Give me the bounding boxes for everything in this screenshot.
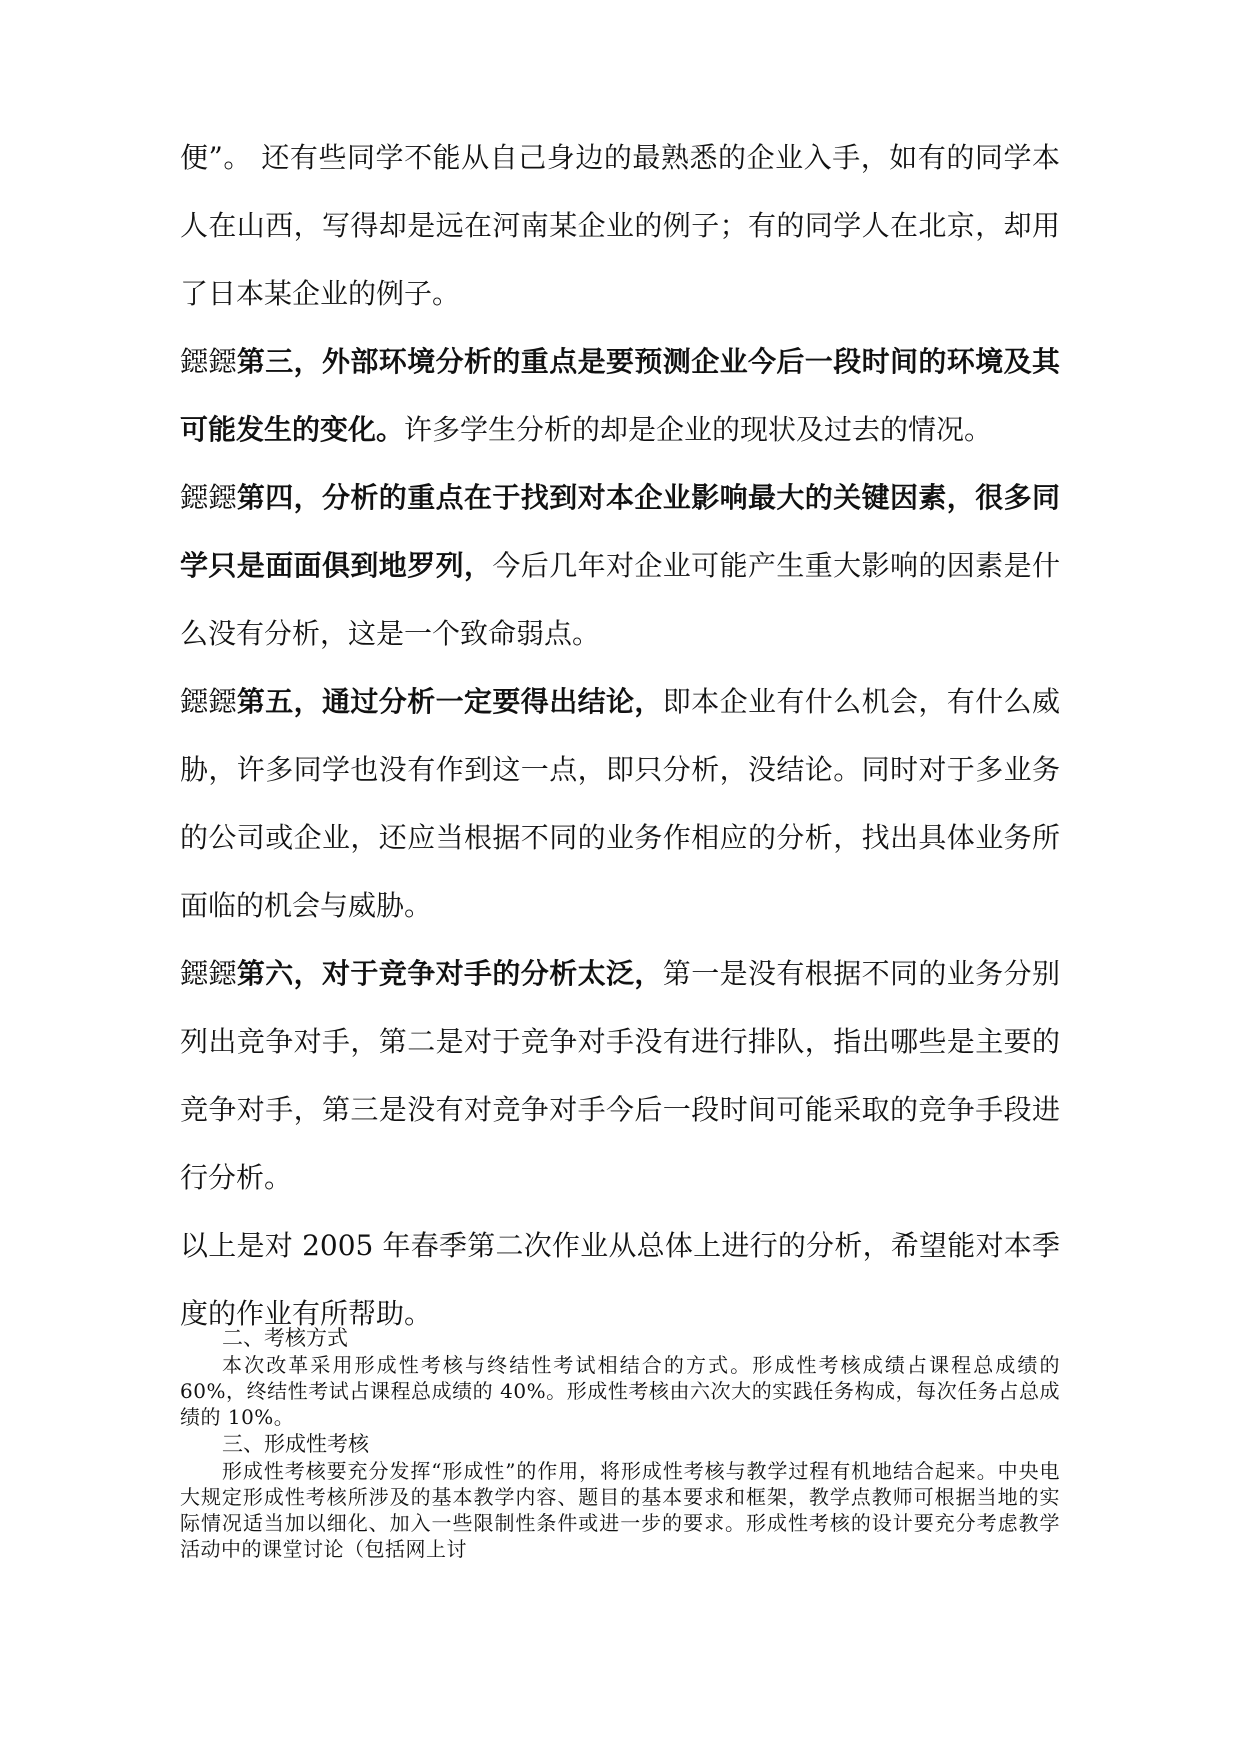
paragraph-text: 许多学生分析的却是企业的现状及过去的情况。: [404, 413, 993, 446]
section-heading-formative-assessment: 三、形成性考核: [222, 1432, 369, 1456]
paragraph-text: 便”。 还有些同学不能从自己身边的最熟悉的企业入手，如有的同学本人在山西，写得却是远在河南某企业的例子；有的同学人在北京，却用了日本某企业的例子。: [180, 141, 1060, 310]
paragraph-lead: 鐚鐚: [180, 345, 237, 378]
paragraph-point-six: [180, 940, 1060, 1212]
paragraph-bold-text: 第三，外部环境分析的重点是要预测企业今后一段时间的环境及其可能发生的变化。: [180, 345, 1060, 446]
paragraph-bold-text: 第六，对于竞争对手的分析太泛，: [236, 957, 663, 990]
paragraph-text: 以上是对 2005 年春季第二次作业从总体上进行的分析，希望能对本季度的作业有所帮助。: [180, 1229, 1060, 1330]
paragraph-lead: 鐚鐚: [180, 685, 237, 718]
assessment-section: [180, 1324, 1060, 1562]
paragraph-bold-text: 第五，通过分析一定要得出结论，: [236, 685, 663, 718]
section-paragraph-assessment-method: 本次改革采用形成性考核与终结性考试相结合的方式。形成性考核成绩占课程总成绩的 60%，终结性考试占课程总成绩的 40%。形成性考核由六次大的实践任务构成，每次任务占总成绩的 10%。: [180, 1353, 1060, 1429]
paragraph-text: 即本企业有什么机会，有什么威胁，许多同学也没有作到这一点，即只分析，没结论。同时对于多业务的公司或企业，还应当根据不同的业务作相应的分析，找出具体业务所面临的机会与威胁。: [180, 685, 1060, 922]
paragraph-text: 第一是没有根据不同的业务分别列出竞争对手，第二是对于竞争对手没有进行排队，指出哪些是主要的竞争对手，第三是没有对竞争对手今后一段时间可能采取的竞争手段进行分析。: [180, 957, 1060, 1194]
main-body: [180, 124, 1060, 1348]
paragraph-bold-text: 第四，分析的重点在于找到对本企业影响最大的关键因素，很多同学只是面面俱到地罗列，: [180, 481, 1060, 582]
paragraph-point-four: [180, 464, 1060, 668]
paragraph-point-three: [180, 328, 1060, 464]
paragraph-text: 今后几年对企业可能产生重大影响的因素是什么没有分析，这是一个致命弱点。: [180, 549, 1060, 650]
paragraph-lead: 鐚鐚: [180, 481, 237, 514]
section-heading-assessment-method: 二、考核方式: [222, 1326, 348, 1350]
section-paragraph-formative-assessment: 形成性考核要充分发挥“形成性”的作用，将形成性考核与教学过程有机地结合起来。中央电大规定形成性考核所涉及的基本教学内容、题目的基本要求和框架，教学点教师可根据当地的实际情况适当加以细化、加入一些限制性条件或进一步的要求。形成性考核的设计要充分考虑教学活动中的课堂讨论（包括网上讨: [180, 1459, 1060, 1561]
paragraph-lead: 鐚鐚: [180, 957, 237, 990]
paragraph-continuation: [180, 124, 1060, 328]
paragraph-point-five: [180, 668, 1060, 940]
